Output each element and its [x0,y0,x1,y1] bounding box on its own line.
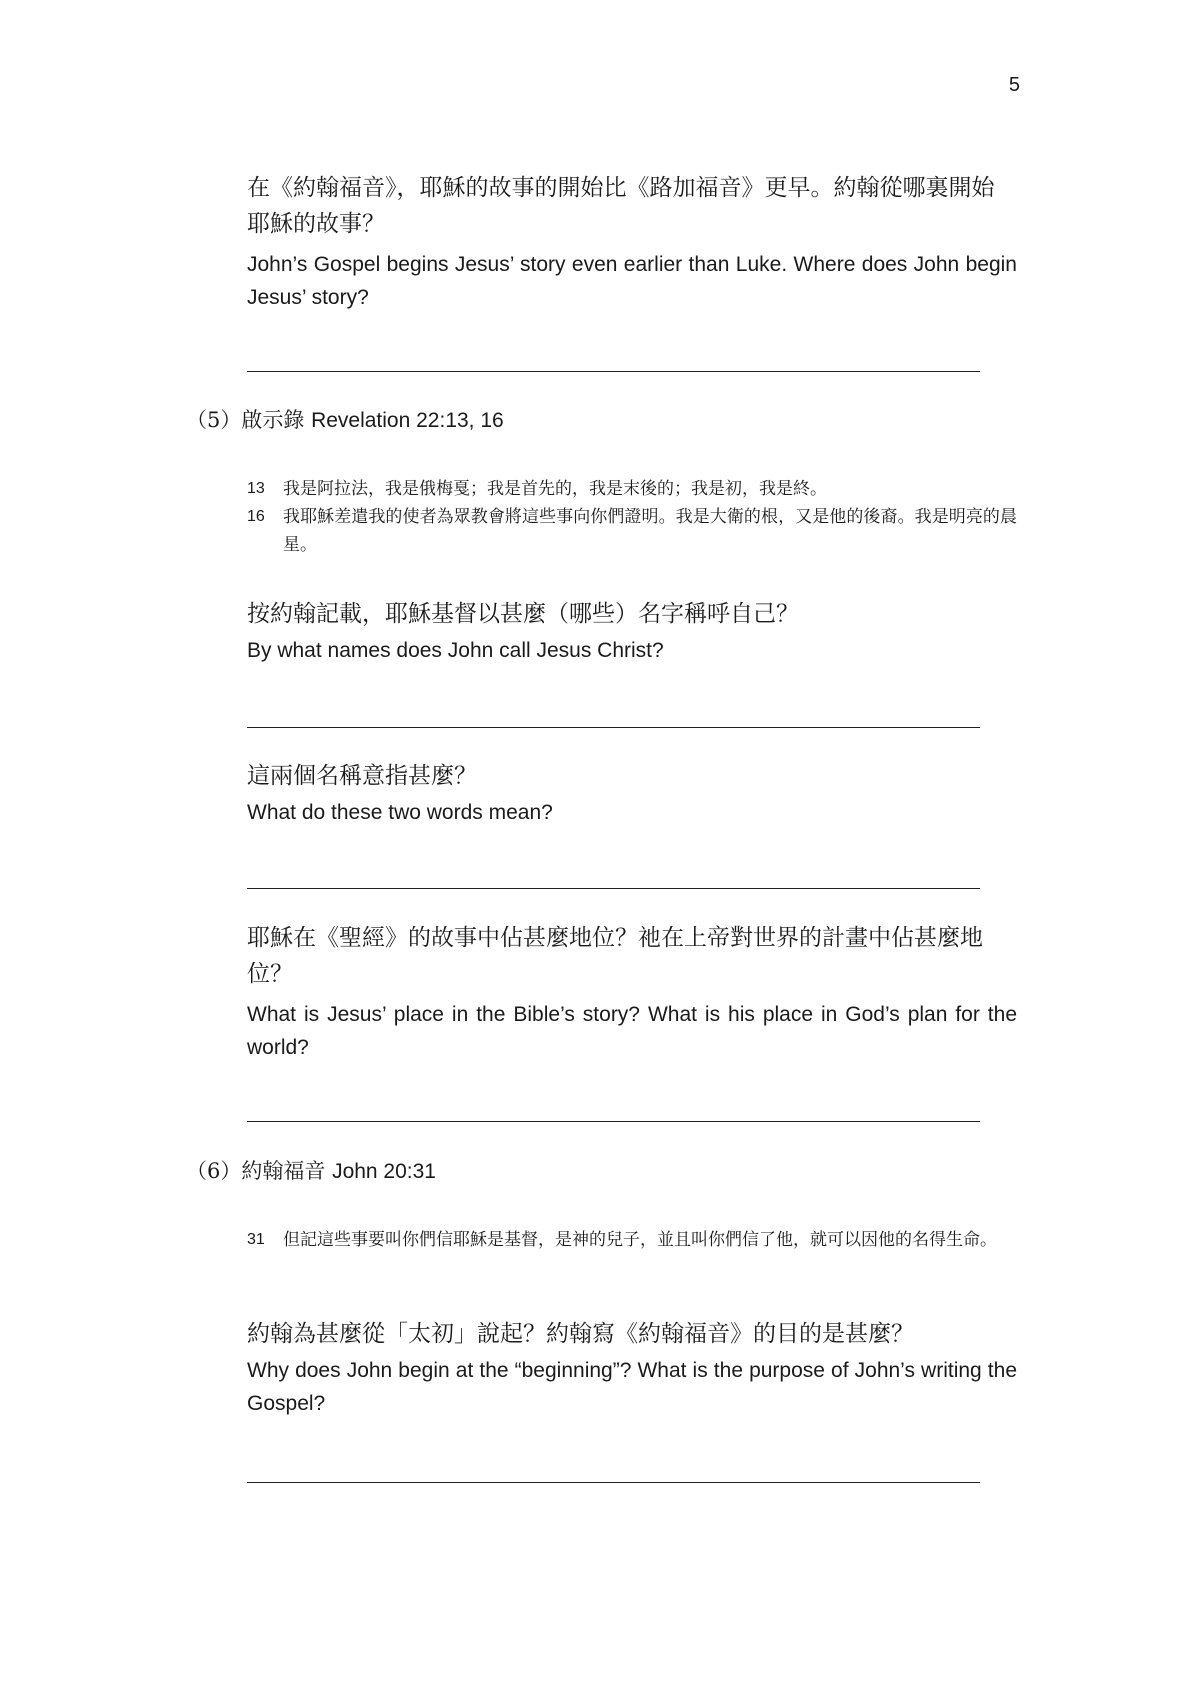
question-1-en: John’s Gospel begins Jesus’ story even earlier than Luke. Where does John begin Jesus’ story? [247,253,1017,309]
question-2-en: By what names does John call Jesus Christ? [247,639,664,662]
question-5-en: Why does John begin at the “beginning”? What is the purpose of John’s writing the Gospel? [247,1359,1017,1415]
answer-line-5[interactable] [247,1482,980,1483]
answer-line-1[interactable] [247,371,980,372]
verse-text: 我是阿拉法，我是俄梅戛；我是首先的，我是末後的；我是初，我是終。 [283,479,827,499]
section-6-verses [247,1226,1017,1254]
section-5-ref: Revelation 22:13, 16 [311,409,504,432]
question-2 [247,596,1017,667]
question-5-zh: 約翰為甚麼從「太初」說起？約翰寫《約翰福音》的目的是甚麼？ [247,1321,914,1347]
question-3-en: What do these two words mean? [247,801,553,824]
section-6-ref: John 20:31 [332,1160,436,1183]
verse-row [247,503,1017,559]
section-5-label: （5）啟示錄 [186,408,305,432]
answer-line-4[interactable] [247,1121,980,1122]
question-3 [247,758,1017,829]
verse-number: 31 [247,1231,265,1248]
question-4-en: What is Jesus’ place in the Bible’s story? What is his place in God’s plan for the world? [247,1003,1017,1059]
verse-number: 13 [247,480,265,497]
section-6-label: （6）約翰福音 [186,1159,326,1183]
verse-row [247,475,1017,503]
question-4-zh: 耶穌在《聖經》的故事中佔甚麼地位？祂在上帝對世界的計畫中佔甚麼地位？ [247,925,983,987]
question-3-zh: 這兩個名稱意指甚麼？ [247,763,477,789]
verse-row [247,1226,1017,1254]
question-5 [247,1316,1017,1420]
section-5-heading [186,404,504,434]
question-1 [247,170,1017,314]
question-4 [247,920,1017,1064]
verse-number: 16 [247,508,265,525]
section-5-verses [247,475,1017,559]
page-number: 5 [1008,74,1020,96]
question-1-zh: 在《約翰福音》，耶穌的故事的開始比《路加福音》更早。約翰從哪裏開始耶穌的故事？ [247,175,995,237]
answer-line-2[interactable] [247,727,980,728]
verse-text: 我耶穌差遣我的使者為眾教會將這些事向你們證明。我是大衛的根，又是他的後裔。我是明亮的晨星。 [283,507,1017,555]
answer-line-3[interactable] [247,888,980,889]
verse-text: 但記這些事要叫你們信耶穌是基督，是神的兒子，並且叫你們信了他，就可以因他的名得生命。 [283,1230,997,1250]
section-6-heading [186,1155,436,1185]
question-2-zh: 按約翰記載，耶穌基督以甚麼（哪些）名字稱呼自己？ [247,601,799,627]
